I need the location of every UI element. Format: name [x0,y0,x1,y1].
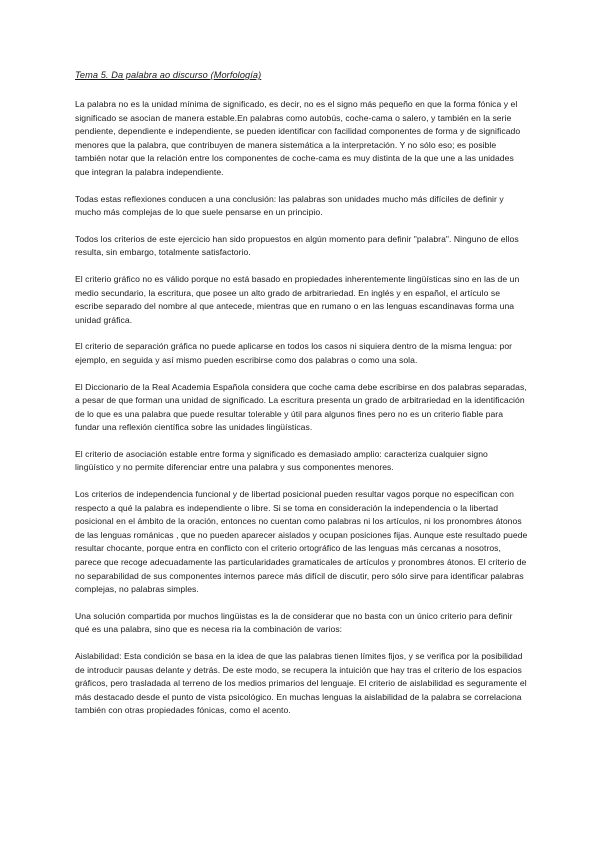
paragraph-independencia-funcional: Los criterios de independencia funcional y de libertad posicional pueden resultar vagos porque no especifican con respecto a qué la palabra es independiente o libre. Si se toma en consideración la independencia o la libertad posicional en el ámbito de la oración, entonces no cuentan como palabras ni los artículos, ni los pronombres átonos de las lenguas románicas , que no pueden aparecer aislados y ocupan posiciones fijas. Aunque este resultado puede resultar chocante, porque entra en conflicto con el criterio ortográfico de las lenguas más cercanas a nosotros, parece que recoge adecuadamente las particularidades gramaticales de artículos y pronombres átonos. El criterio de no separabilidad de sus componentes internos parece más difícil de discutir, pero sólo sirve para identificar palabras complejas, no palabras simples. [75,489,528,595]
paragraph-solucion-compartida: Una solución compartida por muchos lingüistas es la de considerar que no basta con un único criterio para definir qué es una palabra, sino que es necesa ria la combinación de varios: [75,610,513,635]
paragraph-criterios: Todos los criterios de este ejercicio han sido propuestos en algún momento para definir "palabra". Ninguno de ellos resulta, sin embargo, totalmente satisfactorio. [75,233,519,258]
paragraph-diccionario-rae: El Diccionario de la Real Academia Española considera que coche cama debe escribirse en dos palabras separadas, a pesar de que forman una unidad de significado. La escritura presenta un grado de arbitrariedad en la identificación de lo que es una palabra que puede resultar tolerable y útil para algunos fines pero no es un criterio fiable para fundar una reflexión científica sobre las unidades lingüísticas. [75,381,527,433]
paragraph-aislabilidad: Aislabilidad: Esta condición se basa en la idea de que las palabras tienen límites fijos, y se verifica por la posibilidad de introducir pausas delante y detrás. De este modo, se recupera la intuición que hay tras el criterio de los espacios gráficos, pero trasladada al terreno de los medios primarios del lenguaje. El criterio de aislabilidad es seguramente el más destacado desde el punto de vista psicológico. En muchas lenguas la aislabilidad de la palabra se correlaciona también con otras propiedades fónicas, como el acento. [75,651,527,716]
paragraph-separacion-grafica: El criterio de separación gráfica no puede aplicarse en todos los casos ni siquiera dentro de la misma lengua: por ejemplo, en seguida y así mismo pueden escribirse como dos palabras o como una sola. [75,341,513,365]
paragraph-criterio-grafico: El criterio gráfico no es válido porque no está basado en propiedades inherentemente lingüísticas sino en las de un medio secundario, la escritura, que posee un alto grado de arbitrariedad. En inglés y en español, el artículo se escribe separado del nombre al que antecede, mientras que en rumano o en las lenguas escandinavas forma una unidad gráfica. [75,273,520,325]
document-title: Tema 5. Da palabra ao discurso (Morfología) [75,70,262,80]
paragraph-conclusion: Todas estas reflexiones conducen a una conclusión: las palabras son unidades mucho más difíciles de definir y mucho más complejas de lo que suele pensarse en un principio. [75,193,504,218]
paragraph-asociacion-estable: El criterio de asociación estable entre forma y significado es demasiado amplio: caracteriza cualquier signo lingüístico y no permite diferenciar entre una palabra y sus componentes menores. [75,448,488,473]
paragraph-palabra-unidad: La palabra no es la unidad mínima de significado, es decir, no es el signo más pequeño en que la forma fónica y el significado se asocian de manera estable.En palabras como autobús, coche-cama o salero, y también en la serie pendiente, dependiente e independiente, se pueden identificar con facilidad componentes de forma y de significado menores que la palabra, que contribuyen de manera sistemática a la interpretación. Y no sólo eso; es posible también notar que la relación entre los componentes de coche-cama es muy distinta de la que une a las unidades que integran la palabra independiente. [75,99,521,177]
document-page [75,68,528,731]
